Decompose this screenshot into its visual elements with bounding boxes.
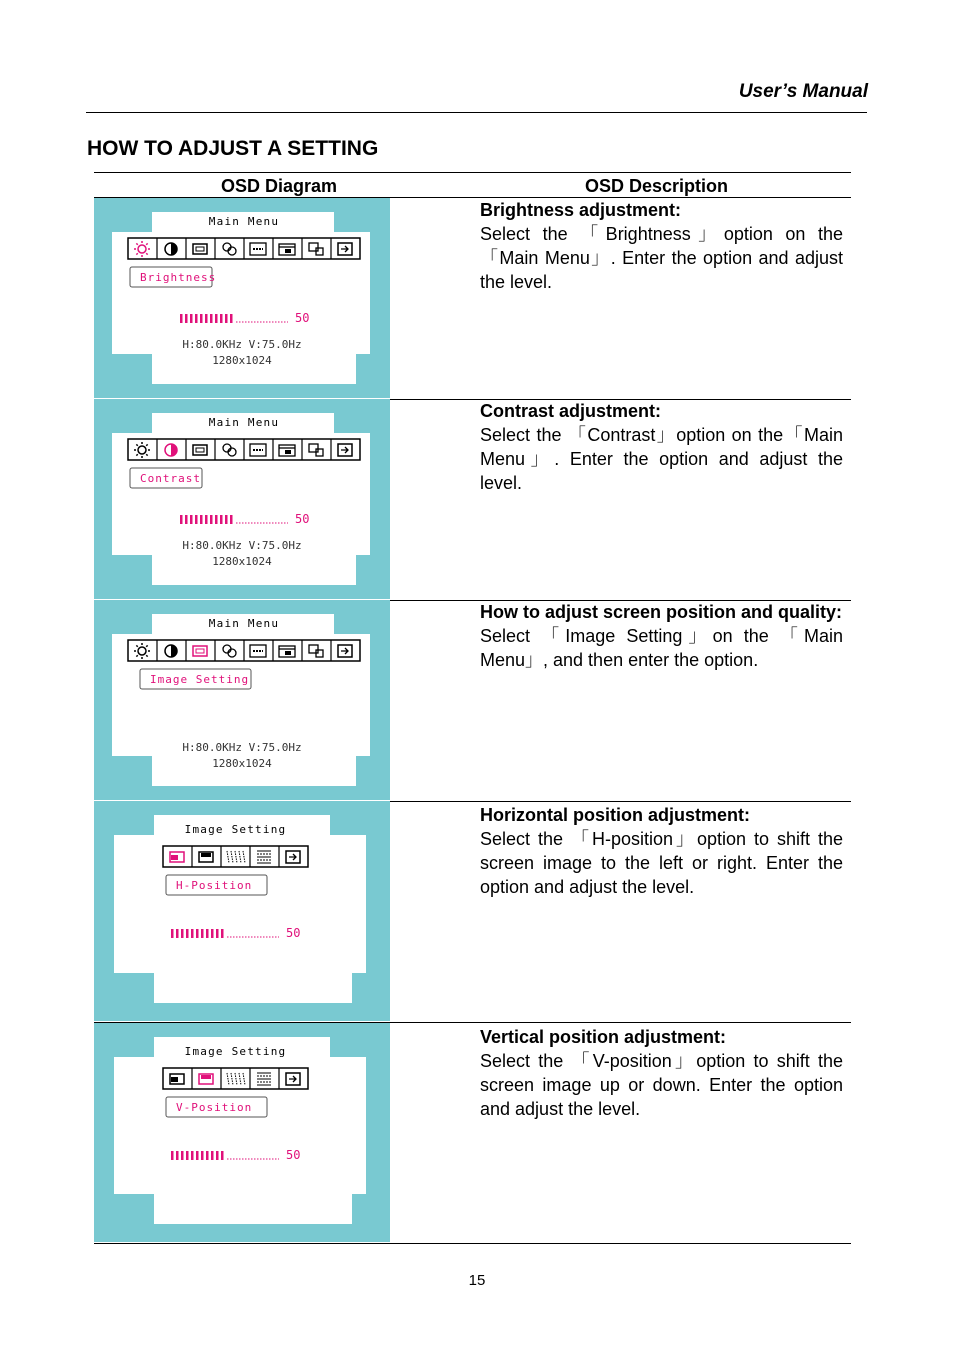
table-row xyxy=(94,198,851,398)
osd-frame xyxy=(94,399,390,599)
description-body: Select 「Image Setting」on the 「Main Menu」, and then enter the option. xyxy=(480,626,843,670)
osd-label-text: H-Position xyxy=(176,879,253,892)
osd-diagram xyxy=(94,801,390,1021)
table-row xyxy=(94,1023,851,1242)
osd-level-value: 50 xyxy=(295,311,310,325)
row-rule xyxy=(94,1243,851,1244)
table-top-rule xyxy=(94,172,851,173)
osd-label-text: V-Position xyxy=(176,1101,253,1114)
description-title: Brightness adjustment: xyxy=(480,200,682,220)
osd-menu-title: Main Menu xyxy=(208,617,280,630)
osd-icon-bar xyxy=(128,238,360,259)
osd-resolution: 1280x1024 xyxy=(212,757,272,770)
description-body: Select the 「Contrast」option on the「Main Menu」. Enter the option and adjust the level. xyxy=(480,425,843,493)
osd-description xyxy=(480,803,843,899)
header-rule xyxy=(86,112,867,113)
osd-description xyxy=(480,399,843,495)
osd-level-value: 50 xyxy=(286,926,301,940)
osd-menu-title: Main Menu xyxy=(208,416,280,429)
page-number: 15 xyxy=(468,1272,486,1289)
description-title: Vertical position adjustment: xyxy=(480,1027,727,1047)
osd-frame xyxy=(94,198,390,398)
table-row xyxy=(94,801,851,1021)
osd-icon-bar xyxy=(128,640,360,661)
description-title: Horizontal position adjustment: xyxy=(480,805,750,825)
osd-description xyxy=(480,1025,843,1121)
osd-selected-label xyxy=(130,468,202,488)
osd-resolution: 1280x1024 xyxy=(212,354,272,367)
osd-description xyxy=(480,198,843,294)
manual-title: User’s Manual xyxy=(738,81,868,102)
description-title: How to adjust screen position and quality: xyxy=(480,602,843,622)
osd-diagram xyxy=(94,600,390,800)
description-title: Contrast adjustment: xyxy=(480,401,662,421)
description-body: Select the 「H-position」option to shift the screen image to the left or right. Enter the option and adjust the level. xyxy=(480,829,843,897)
description-body: Select the 「Brightness」option on the「Main Menu」. Enter the option and adjust the level. xyxy=(480,224,843,292)
description-body: Select the 「V-position」option to shift the screen image up or down. Enter the option and adjust the level. xyxy=(480,1051,843,1119)
table-row xyxy=(94,399,851,599)
osd-selected-label xyxy=(166,1097,267,1117)
osd-icon-bar xyxy=(128,439,360,460)
osd-menu-title: Image Setting xyxy=(184,823,287,836)
osd-menu-title: Image Setting xyxy=(184,1045,287,1058)
osd-frequency: H:80.0KHz V:75.0Hz xyxy=(182,539,302,552)
osd-frame xyxy=(94,600,390,800)
osd-selected-label xyxy=(140,669,251,689)
osd-frequency: H:80.0KHz V:75.0Hz xyxy=(182,338,302,351)
osd-diagram xyxy=(94,198,390,398)
osd-level-value: 50 xyxy=(286,1148,301,1162)
section-title: HOW TO ADJUST A SETTING xyxy=(87,137,379,160)
osd-label-text: Brightness xyxy=(140,271,217,284)
table-row xyxy=(94,600,851,800)
col-head-desc: OSD Description xyxy=(585,176,729,196)
osd-level-value: 50 xyxy=(295,512,310,526)
osd-diagram xyxy=(94,399,390,599)
osd-selected-label xyxy=(166,875,267,895)
osd-selected-label xyxy=(130,267,216,287)
osd-menu-title: Main Menu xyxy=(208,215,280,228)
osd-icon-bar xyxy=(163,1068,308,1089)
osd-label-text: Contrast xyxy=(140,472,201,485)
col-head-osd: OSD Diagram xyxy=(221,176,338,196)
osd-icon-bar xyxy=(163,846,308,867)
osd-frequency: H:80.0KHz V:75.0Hz xyxy=(182,741,302,754)
osd-resolution: 1280x1024 xyxy=(212,555,272,568)
osd-label-text: Image Setting xyxy=(150,673,250,686)
osd-description xyxy=(480,600,843,672)
osd-diagram xyxy=(94,1023,390,1242)
